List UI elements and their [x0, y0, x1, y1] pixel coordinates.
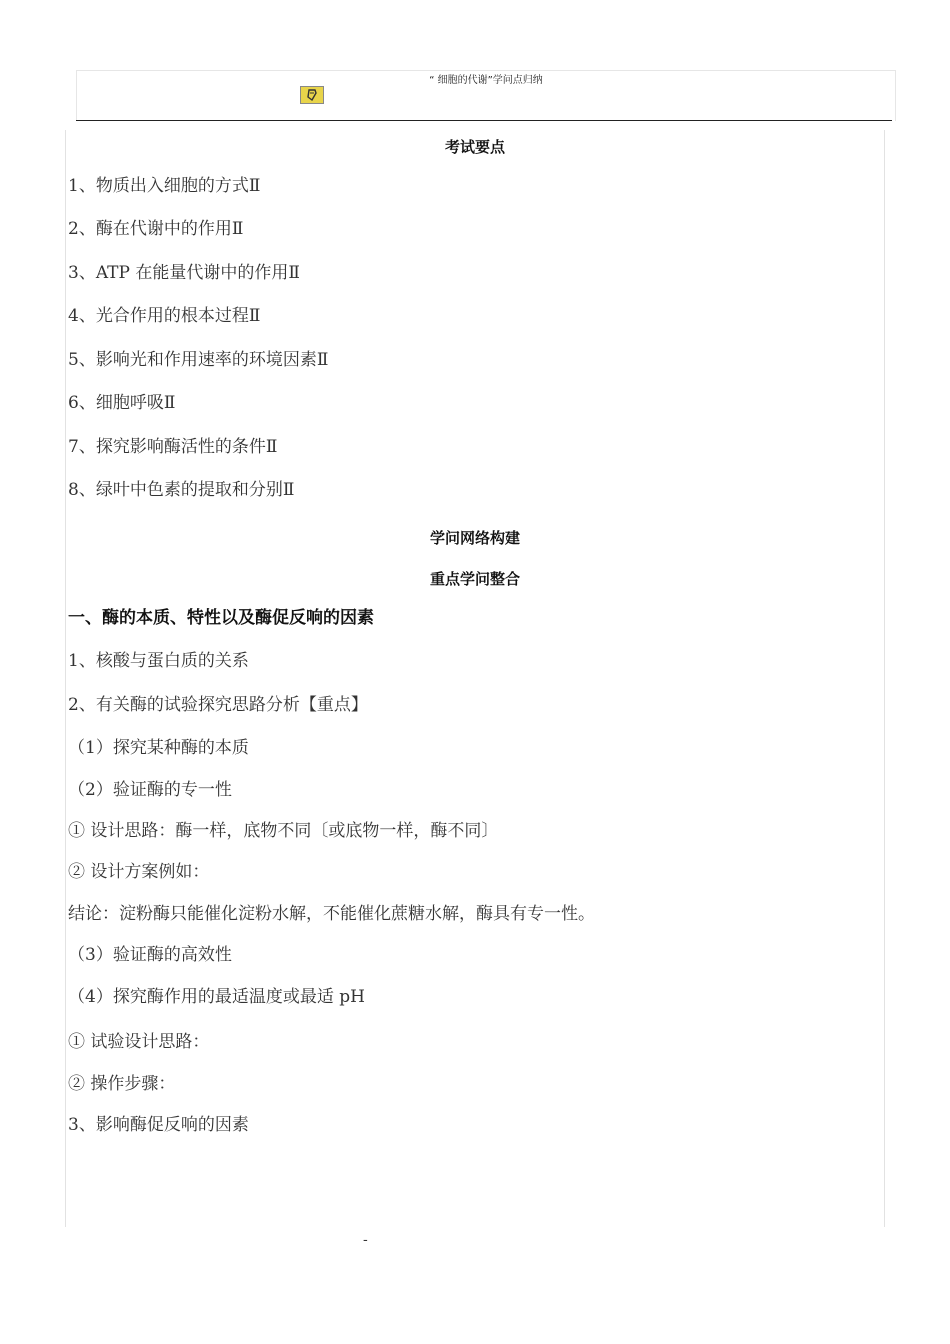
exam-point-item: 5、影响光和作用速率的环境因素Ⅱ — [68, 350, 329, 370]
body-line: 结论：淀粉酶只能催化淀粉水解，不能催化蔗糖水解，酶具有专一性。 — [68, 904, 595, 924]
exam-point-item: 8、绿叶中色素的提取和分别Ⅱ — [68, 480, 295, 500]
content-frame-left-border — [65, 130, 66, 1227]
body-line: 1、核酸与蛋白质的关系 — [68, 651, 249, 671]
exam-points-title: 考试要点 — [444, 138, 505, 156]
body-line: ① 设计思路：酶一样，底物不同〔或底物一样，酶不同〕 — [68, 821, 499, 841]
page-marker: - — [363, 1232, 368, 1248]
body-line: ① 试验设计思路： — [68, 1032, 210, 1052]
body-line: （4）探究酶作用的最适温度或最适 pH — [68, 987, 365, 1007]
body-line: 3、影响酶促反响的因素 — [68, 1115, 249, 1135]
content-frame-right-border — [884, 130, 885, 1227]
exam-point-item: 1、物质出入细胞的方式Ⅱ — [68, 176, 261, 196]
part-one-heading: 一、酶的本质、特性以及酶促反响的因素 — [68, 608, 374, 628]
document-title: “ 细胞的代谢”学问点归纳 — [429, 75, 543, 86]
exam-point-item: 3、ATP 在能量代谢中的作用Ⅱ — [68, 263, 300, 283]
exam-point-item: 6、细胞呼吸Ⅱ — [68, 393, 176, 413]
exam-point-item: 2、酶在代谢中的作用Ⅱ — [68, 219, 244, 239]
body-line: （2）验证酶的专一性 — [68, 780, 232, 800]
body-line: 2、有关酶的试验探究思路分析【重点】 — [68, 695, 368, 715]
body-line: ② 设计方案例如： — [68, 862, 210, 882]
network-title: 学问网络构建 — [429, 529, 520, 547]
body-line: ② 操作步骤： — [68, 1074, 176, 1094]
body-line: （1）探究某种酶的本质 — [68, 738, 249, 758]
document-header — [76, 70, 896, 121]
exam-point-item: 7、探究影响酶活性的条件Ⅱ — [68, 437, 278, 457]
exam-point-item: 4、光合作用的根本过程Ⅱ — [68, 306, 261, 326]
header-divider — [76, 120, 892, 121]
document-icon — [300, 86, 324, 104]
body-line: （3）验证酶的高效性 — [68, 945, 232, 965]
integration-title: 重点学问整合 — [429, 570, 520, 588]
